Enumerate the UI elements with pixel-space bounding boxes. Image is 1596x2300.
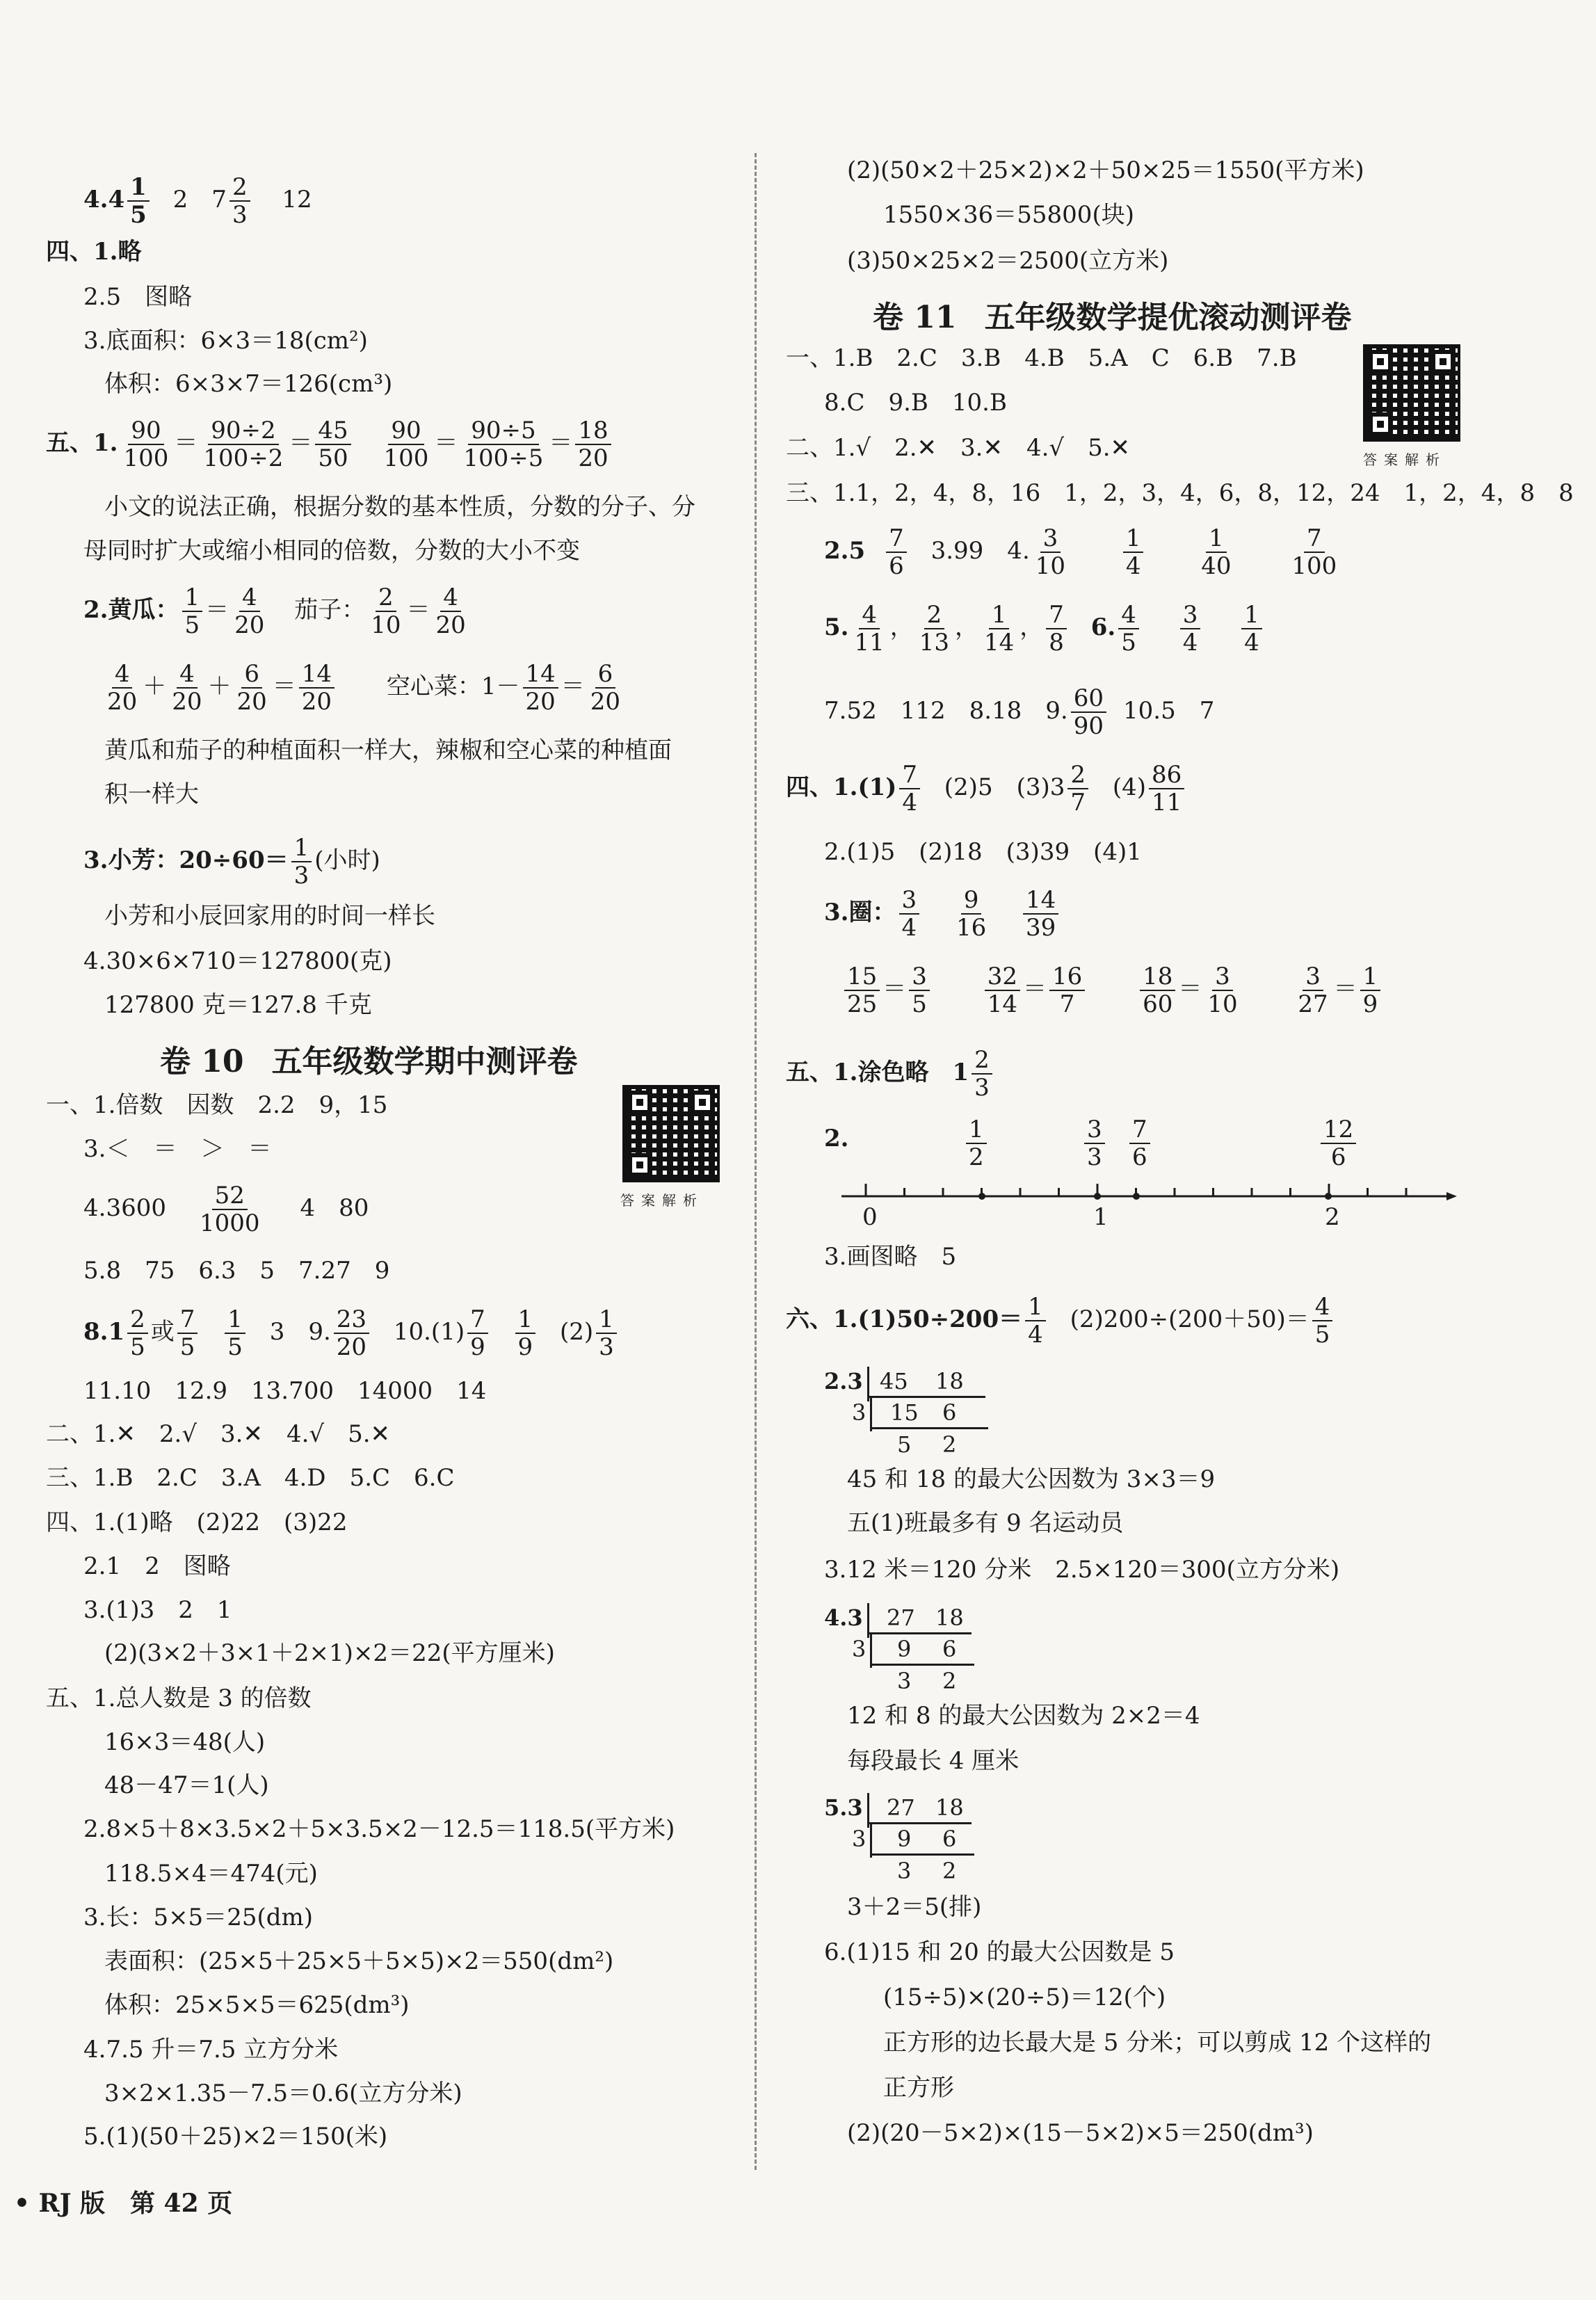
line: 3.圈： $\frac{3}{4}$ $\frac{9}{16}$ $\frac{14}{39}$ [824,887,1061,941]
number-line-label: $\frac{3}{3}$ [1081,1116,1108,1171]
line: 3.小芳：20÷60＝ $\frac{1}{3}$ (小时) [83,834,380,890]
line: 2.1 2 图略 [83,1552,231,1580]
number-line-label: $\frac{1}{2}$ [963,1116,990,1171]
short-division: 2.3 45 18 3 15 6 5 2 [824,1367,1005,1471]
line: 二、1.✕ 2.√ 3.✕ 4.√ 5.✕ [46,1420,390,1448]
qr-label: 答案解析 [620,1192,704,1209]
fraction: $\frac{1}{5}$ [127,174,150,228]
line: 16×3＝48(人) [104,1728,266,1756]
page-footer: • RJ 版 第 42 页 [14,2189,233,2218]
line: (2)(3×2＋3×1＋2×1)×2＝22(平方厘米) [104,1639,555,1667]
line: $\frac{4}{20}$ ＋ $\frac{4}{20}$ ＋ $\frac{6}{20}$ ＝ $\frac{14}{20}$ 空心菜：1－ $\frac{14}{20}$ ＝ $\frac{6}{20}$ [107,660,621,716]
line: 2.(1)5 (2)18 (3)39 (4)1 [824,838,1142,866]
line: 一、1.倍数 因数 2.2 9，15 [46,1091,388,1119]
line: 5.(1)(50＋25)×2＝150(米) [83,2123,388,2150]
line: 体积：25×5×5＝625(dm³) [104,1991,410,2019]
line: 5.8 75 6.3 5 7.27 9 [83,1257,390,1285]
number-line-label: 2 [1325,1203,1340,1231]
line: 11.10 12.9 13.700 14000 14 [83,1377,487,1405]
line: 12 和 8 的最大公因数为 2×2＝4 [847,1702,1200,1730]
line: 表面积：(25×5＋25×5＋5×5)×2＝550(dm²) [104,1947,614,1975]
number-line-label: $\frac{7}{6}$ [1127,1116,1153,1171]
fraction: $\frac{2}{3}$ [229,174,250,228]
line: 45 和 18 的最大公因数为 3×3＝9 [847,1465,1216,1493]
number-line-label: 0 [862,1203,878,1231]
section-title: 卷 11 五年级数学提优滚动测评卷 [873,300,1352,335]
line: 8.1 $\frac{2}{5}$ 或 $\frac{7}{5}$ $\frac{1}{5}$ 3 9. $\frac{23}{20}$ 10.(1) $\frac{7}{9}$ $\frac{1}{9}$ (2) $\frac{1}{3}$ [83,1306,620,1360]
line: 8.C 9.B 10.B [824,389,1007,417]
line: 5. $\frac{4}{11}$ ， $\frac{2}{13}$ ， $\frac{1}{14}$ ， $\frac{7}{8}$ 6. $\frac{4}{5}$ $\frac{3}{4}$ $\frac{1}{4}$ [824,602,1265,656]
number-line-label: $\frac{12}{6}$ [1318,1116,1359,1171]
line: 四、1.略 [46,238,142,266]
line: 4.4 $\frac{1}{5}$ 2 7 $\frac{2}{3}$ 12 [83,173,312,230]
line: (2)(50×2＋25×2)×2＋50×25＝1550(平方米) [847,156,1364,184]
line: (3)50×25×2＝2500(立方米) [847,247,1169,275]
short-division: 5.3 27 18 3 9 6 3 2 [824,1793,1005,1897]
line: 五(1)班最多有 9 名运动员 [847,1509,1124,1537]
line: 118.5×4＝474(元) [104,1860,318,1888]
line: 五、1.涂色略 1 $\frac{2}{3}$ [786,1047,995,1101]
line: 1550×36＝55800(块) [883,201,1134,229]
line: 127800 克＝127.8 千克 [104,991,372,1019]
line: 6.(1)15 和 20 的最大公因数是 5 [824,1938,1175,1966]
line: 体积：6×3×7＝126(cm³) [104,370,393,398]
line: 4.7.5 升＝7.5 立方分米 [83,2036,339,2064]
line: 7.52 112 8.18 9. $\frac{60}{90}$ 10.5 7 [824,684,1215,741]
line: 2.5 $\frac{7}{6}$ 3.99 4. $\frac{3}{10}$ $\frac{1}{4}$ $\frac{1}{40}$ $\frac{7}{100}$ [824,524,1337,581]
number-line [835,1175,1460,1217]
line: 3＋2＝5(排) [847,1893,982,1921]
line: 五、1. $\frac{90}{100}$ ＝ $\frac{90\div 2}{100\div 2}$ ＝ $\frac{45}{50}$ $\frac{90}{100}$ ＝ $\frac{90\div 5}{100\div 5}$ ＝ $\frac{18}{20}$ [46,417,614,472]
line: 一、1.B 2.C 3.B 4.B 5.A C 6.B 7.B [786,344,1297,372]
line: 五、1.总人数是 3 的倍数 [46,1684,312,1712]
qr-label: 答案解析 [1363,451,1446,468]
short-division: 4.3 27 18 3 9 6 3 2 [824,1603,1005,1707]
section-title: 卷 10 五年级数学期中测评卷 [160,1044,578,1079]
line: 六、1.(1)50÷200＝ $\frac{1}{4}$ (2)200÷(200＋50)＝ $\frac{4}{5}$ [786,1294,1335,1348]
line: 3.画图略 5 [824,1243,957,1271]
column-divider [755,153,757,2170]
qr-code [622,1085,720,1182]
line: 4.3600 $\frac{52}{1000}$ 4 80 [83,1182,369,1238]
line: 三、1.1，2，4，8，16 1，2，3，4，6，8，12，24 1，2，4，8 8 [786,479,1574,507]
line: 2.黄瓜： $\frac{1}{5}$ ＝ $\frac{4}{20}$ 茄子： $\frac{2}{10}$ ＝ $\frac{4}{20}$ [83,584,466,640]
line: 2.5 图略 [83,283,193,311]
line: 3.12 米＝120 分米 2.5×120＝300(立方分米) [824,1556,1340,1584]
line: 4.30×6×710＝127800(克) [83,947,392,975]
line: (15÷5)×(20÷5)＝12(个) [883,1984,1166,2011]
line: $\frac{15}{25}$ ＝ $\frac{3}{5}$ $\frac{32}{14}$ ＝ $\frac{16}{7}$ $\frac{18}{60}$ ＝ $\frac{3}{10}$ $\frac{3}{27}$ ＝ $\frac{1}{9}$ [841,963,1383,1018]
line: 48－47＝1(人) [104,1771,269,1799]
line: 3.底面积：6×3＝18(cm²) [83,327,368,355]
line: 每段最长 4 厘米 [847,1747,1019,1775]
line: 母同时扩大或缩小相同的倍数，分数的大小不变 [83,537,580,565]
line: 四、1.(1)略 (2)22 (3)22 [46,1509,348,1536]
line: (2)(20－5×2)×(15－5×2)×5＝250(dm³) [847,2119,1314,2147]
line: 3.＜ ＝ ＞ ＝ [83,1135,272,1163]
line: 2. [824,1125,849,1152]
qr-code [1363,344,1460,442]
line: 3.长：5×5＝25(dm) [83,1904,313,1931]
line: 小芳和小辰回家用的时间一样长 [104,902,435,930]
number-line-label: 1 [1093,1203,1109,1231]
line: 三、1.B 2.C 3.A 4.D 5.C 6.C [46,1464,455,1492]
line: 黄瓜和茄子的种植面积一样大，辣椒和空心菜的种植面 [104,737,672,764]
line: 小文的说法正确，根据分数的基本性质，分数的分子、分 [104,493,695,521]
line: 四、1.(1) $\frac{7}{4}$ (2)5 (3)3 $\frac{2}{7}$ (4) $\frac{86}{11}$ [786,762,1187,816]
line: 二、1.√ 2.✕ 3.✕ 4.√ 5.✕ [786,434,1130,462]
line: 3.(1)3 2 1 [83,1596,232,1624]
line: 3×2×1.35－7.5＝0.6(立方分米) [104,2080,462,2107]
line: 正方形的边长最大是 5 分米；可以剪成 12 个这样的 [883,2029,1432,2057]
line: 积一样大 [104,780,199,808]
line: 正方形 [883,2074,954,2102]
line: 2.8×5＋8×3.5×2＋5×3.5×2－12.5＝118.5(平方米) [83,1815,675,1843]
